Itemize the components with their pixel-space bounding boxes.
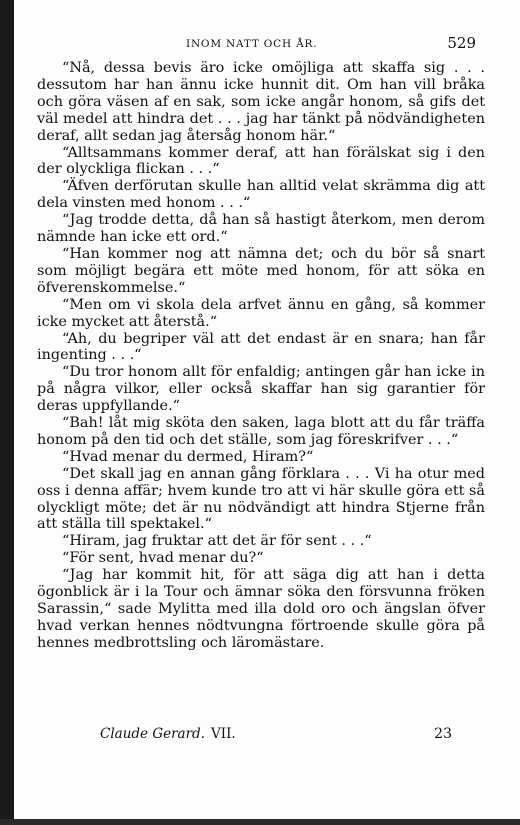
- paragraph: “Han kommer nog att nämna det; och du bör så snart som möjligt begära ett möte med honom, för att söka en öfverenskommelse.“: [37, 245, 485, 296]
- paragraph: “Jag trodde detta, då han så hastigt återkom, men derom nämnde han icke ett ord.“: [37, 212, 485, 246]
- paragraph: “Jag har kommit hit, för att säga dig att han i detta ögonblick är i la Tour och ämnar söka den försvunna fröken Sarassin,“ sade Mylitta med illa dold oro och ängslan öfver hvad verkan hennes nödtvungna förtroende skulle göra på hennes medbrottsling och läromästare.: [37, 567, 485, 651]
- paragraph: “Det skall jag en annan gång förklara . . . Vi ha otur med oss i denna affär; hvem kunde tro att vi här skulle göra ett så olyckligt möte; det är nu nödvändigt att hindra Stjerne från att ställa till spektakel.“: [37, 465, 485, 533]
- paragraph: “Du tror honom allt för enfaldig; antingen går han icke in på några vilkor, eller också skaffar han sig garantier för deras uppfyllande.“: [37, 364, 485, 415]
- signature-author: Claude Gerard.: [100, 726, 205, 742]
- paragraph: “Alltsammans kommer deraf, att han förälskat sig i den der olyckliga flickan . . .“: [37, 144, 485, 178]
- paragraph: “Nå, dessa bevis äro icke omöjliga att skaffa sig . . . dessutom har han ännu icke hunnit dit. Om han vill bråka och göra väsen af en sak, som icke angår honom, så gifs det väl medel att hindra det . . . jag har tänkt på nödvändigheten deraf, allt sedan jag återsåg honom här.“: [37, 60, 485, 144]
- body-text: [37, 60, 485, 652]
- paragraph: “Hvad menar du dermed, Hiram?“: [62, 448, 314, 465]
- paragraph: “Ah, du begriper väl att det endast är en snara; han får ingenting . . .“: [37, 330, 485, 364]
- paragraph: “För sent, hvad menar du?“: [62, 550, 264, 567]
- page-number: 529: [447, 34, 476, 52]
- page-scan-edge: [0, 0, 14, 825]
- paragraph: “Men om vi skola dela arfvet ännu en gång, så kommer icke mycket att återstå.“: [37, 296, 485, 330]
- signature-volume: VII.: [210, 726, 236, 742]
- sheet-number: 23: [434, 726, 452, 742]
- page-scan-bottom-edge: [0, 819, 520, 825]
- paragraph: “Bah! låt mig sköta den saken, laga blott att du får träffa honom på den tid och det ställe, som jag föreskrifver . . .“: [37, 415, 485, 448]
- printer-signature: [100, 726, 236, 742]
- paragraph: “Äfven derförutan skulle han alltid velat skrämma dig att dela vinsten med honom . . .“: [37, 178, 485, 212]
- page-header: [36, 34, 482, 56]
- running-head: INOM NATT OCH ÅR.: [186, 38, 318, 50]
- paragraph: “Hiram, jag fruktar att det är för sent . . .“: [62, 533, 372, 550]
- page-footer: [40, 726, 480, 746]
